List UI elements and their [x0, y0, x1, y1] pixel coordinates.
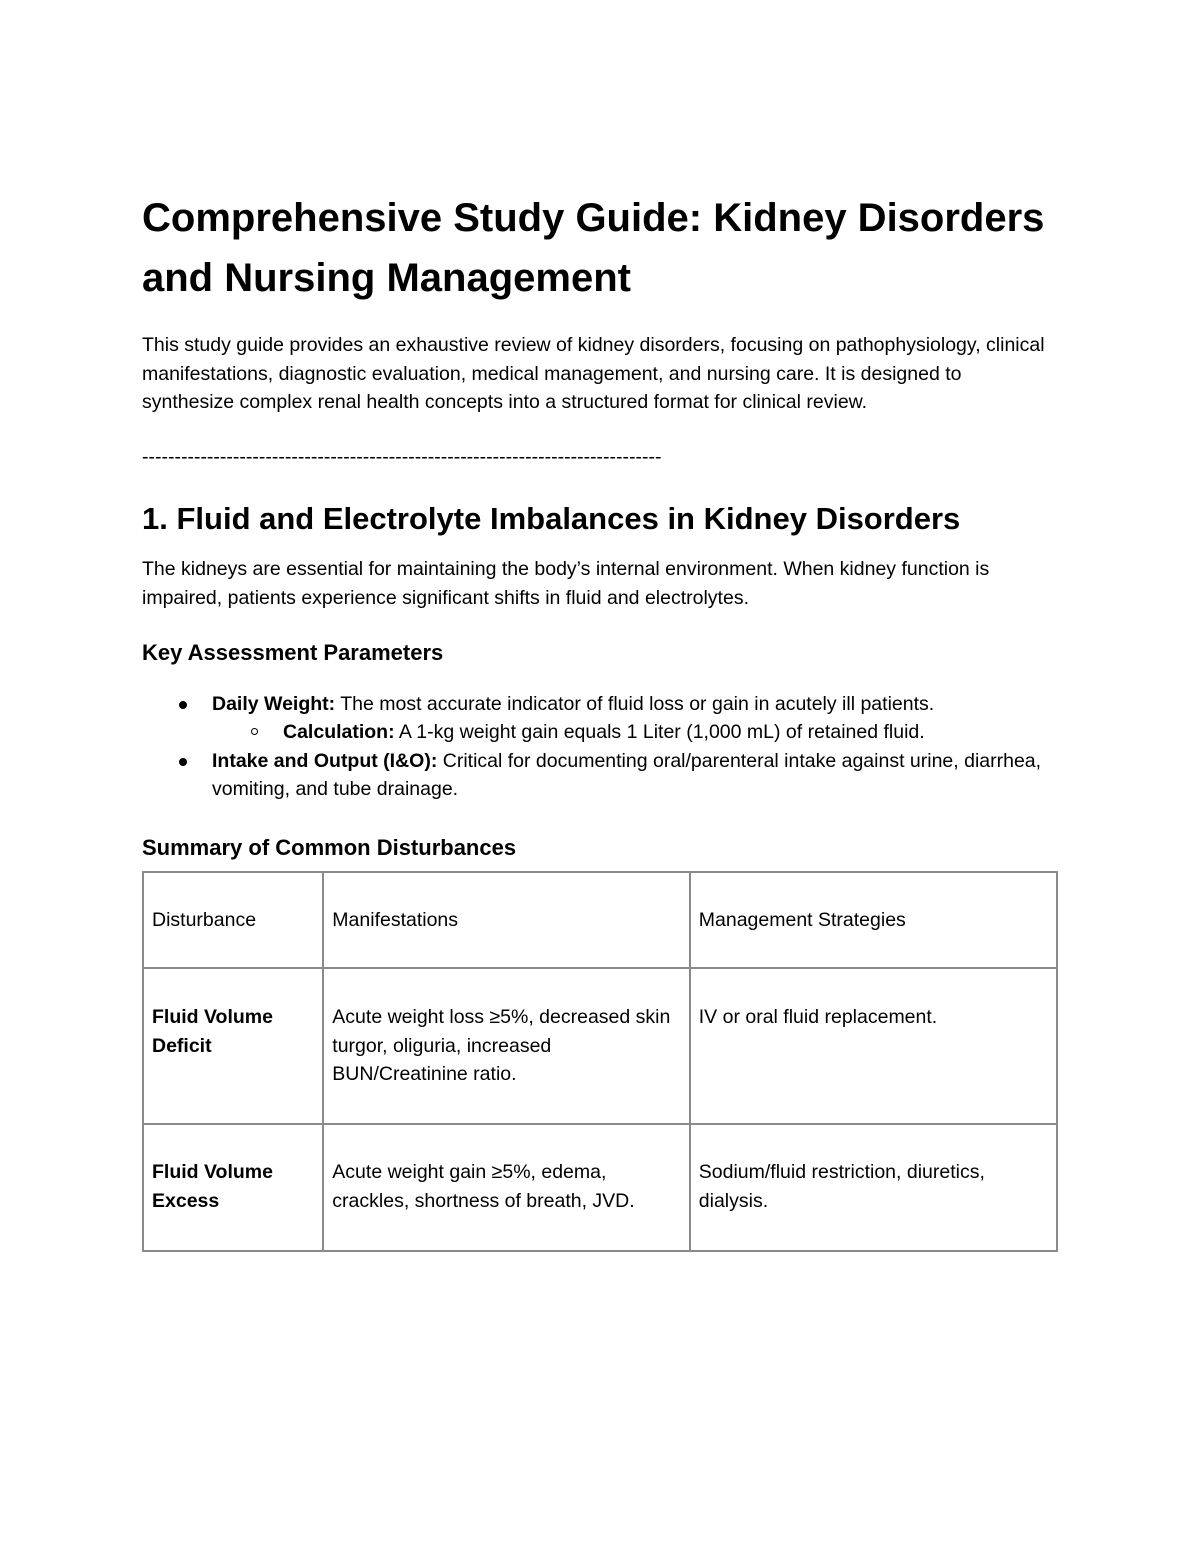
- table-cell: Acute weight loss ≥5%, decreased skin turgor, oliguria, increased BUN/Creatinine ratio.: [323, 968, 689, 1124]
- section-divider: --------------------------------------------------------------------------------: [142, 445, 662, 468]
- table-row: [143, 1124, 1057, 1251]
- table-cell: Fluid Volume Excess: [143, 1124, 323, 1251]
- item-label: Intake and Output (I&O):: [212, 749, 438, 772]
- item-text: Critical for documenting oral/parenteral intake against urine, diarrhea, vomiting, and tube drainage.: [212, 749, 1042, 800]
- section-heading: 1. Fluid and Electrolyte Imbalances in Kidney Disorders: [142, 500, 961, 536]
- document-title: Comprehensive Study Guide: Kidney Disorders and Nursing Management: [142, 196, 1045, 300]
- table-cell: Acute weight gain ≥5%, edema, crackles, shortness of breath, JVD.: [323, 1124, 689, 1251]
- table-heading: Summary of Common Disturbances: [142, 834, 517, 860]
- bullet-dot-icon: [179, 701, 187, 709]
- table-cell: Sodium/fluid restriction, diuretics, dialysis.: [690, 1124, 1057, 1251]
- section-paragraph: The kidneys are essential for maintaining the body’s internal environment. When kidney function is impaired, patients experience significant shifts in fluid and electrolytes.: [142, 557, 990, 609]
- table-cell: IV or oral fluid replacement.: [690, 968, 1057, 1124]
- assessment-heading: Key Assessment Parameters: [142, 639, 444, 665]
- table-cell: Fluid Volume Deficit: [143, 968, 323, 1124]
- column-header: Management Strategies: [690, 872, 1057, 969]
- item-text: The most accurate indicator of fluid loss or gain in acutely ill patients.: [335, 692, 935, 715]
- list-item: [142, 747, 1058, 804]
- table-header-row: [143, 872, 1057, 969]
- bullet-circle-icon: [251, 728, 258, 735]
- item-label: Daily Weight:: [212, 692, 336, 715]
- list-item: [142, 690, 1058, 747]
- column-header: Manifestations: [323, 872, 689, 969]
- intro-paragraph: This study guide provides an exhaustive review of kidney disorders, focusing on pathophysiology, clinical manifestations, diagnostic evaluation, medical management, and nursing care. It is designed to synthesize complex renal health concepts into a structured format for clinical review.: [142, 334, 1045, 413]
- bullet-dot-icon: [179, 758, 187, 766]
- assessment-list: [142, 690, 1058, 804]
- sub-list-item: [142, 718, 1058, 747]
- sub-item-text: A 1-kg weight gain equals 1 Liter (1,000 mL) of retained fluid.: [394, 721, 925, 743]
- column-header: Disturbance: [143, 872, 323, 969]
- disturbances-table: [142, 871, 1058, 1253]
- document-page: [142, 188, 1058, 1252]
- table-row: [143, 968, 1057, 1124]
- sub-item-label: Calculation:: [283, 721, 395, 743]
